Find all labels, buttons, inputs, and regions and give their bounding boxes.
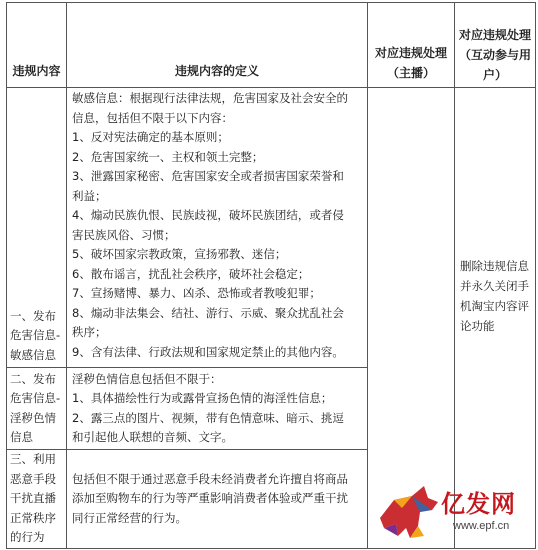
definition-cell [67,450,368,549]
definition-line: 添加至购物车的行为等严重影响消费者体验或严重干扰 [72,491,348,505]
definition-line: 4、煽动民族仇恨、民族歧视，破坏民族团结，或者侵 [72,208,344,222]
category-cell: 一、发布危害信息-敏感信息 [7,88,67,368]
definition-line: 8、煽动非法集会、结社、游行、示威、聚众扰乱社会 [72,305,344,320]
header-user-action: 对应违规处理（互动参与用户） [455,3,536,88]
table-row [7,88,536,368]
header-category: 违规内容 [7,3,67,88]
definition-line: 1、具体描绘性行为或露骨宣扬色情的海淫性信息； [72,391,333,405]
category-cell: 三、利用恶意手段干扰直播正常秩序的行为 [7,450,67,549]
definition-line: 信息，包括但不限于以下内容： [72,110,233,125]
definition-line: 7、宣扬赌博、暴力、凶杀、恐怖或者教唆犯罪； [72,286,321,300]
definition-line: 2、露三点的图片、视频，带有色情意味、暗示、挑逗 [72,410,344,425]
definition-line: 秩序； [72,325,107,339]
header-host-action: 对应违规处理（主播） [368,3,455,88]
violation-table [6,2,536,549]
category-cell: 二、发布危害信息-淫秽色情信息 [7,368,67,450]
definition-line: 5、破坏国家宗教政策，宣扬邪教、迷信； [72,247,287,261]
definition-line: 3、泄露国家秘密、危害国家安全或者损害国家荣誉和 [72,169,344,183]
definition-line: 1、反对宪法确定的基本原则； [72,130,229,144]
definition-line: 和引起他人联想的音频、文字。 [72,430,233,444]
watermark-url: www.epf.cn [453,520,510,532]
definition-line: 6、散布谣言，扰乱社会秩序，破坏社会稳定； [72,266,310,281]
header-definition: 违规内容的定义 [67,3,368,88]
table-header-row [7,3,536,88]
definition-cell [67,368,368,450]
definition-line: 2、危害国家统一、主权和领土完整； [72,149,264,164]
definition-line: 包括但不限于通过恶意手段未经消费者允许擅自将商品 [72,471,348,486]
user-action-cell: 删除违规信息并永久关闭手机淘宝内容评论功能 [455,88,536,549]
definition-line: 淫秽色情信息包括但不限于： [72,371,222,386]
definition-line: 害民族风俗、习惯； [72,227,176,242]
watermark-site-name: 亿发网 [441,489,516,518]
definition-line: 同行正常经营的行为。 [72,510,187,525]
definition-line: 9、含有法律、行政法规和国家规定禁止的其他内容。 [72,344,344,359]
definition-cell [67,88,368,368]
definition-line: 利益； [72,188,107,203]
definition-line: 敏感信息：根据现行法律法规，危害国家及社会安全的 [72,91,348,105]
